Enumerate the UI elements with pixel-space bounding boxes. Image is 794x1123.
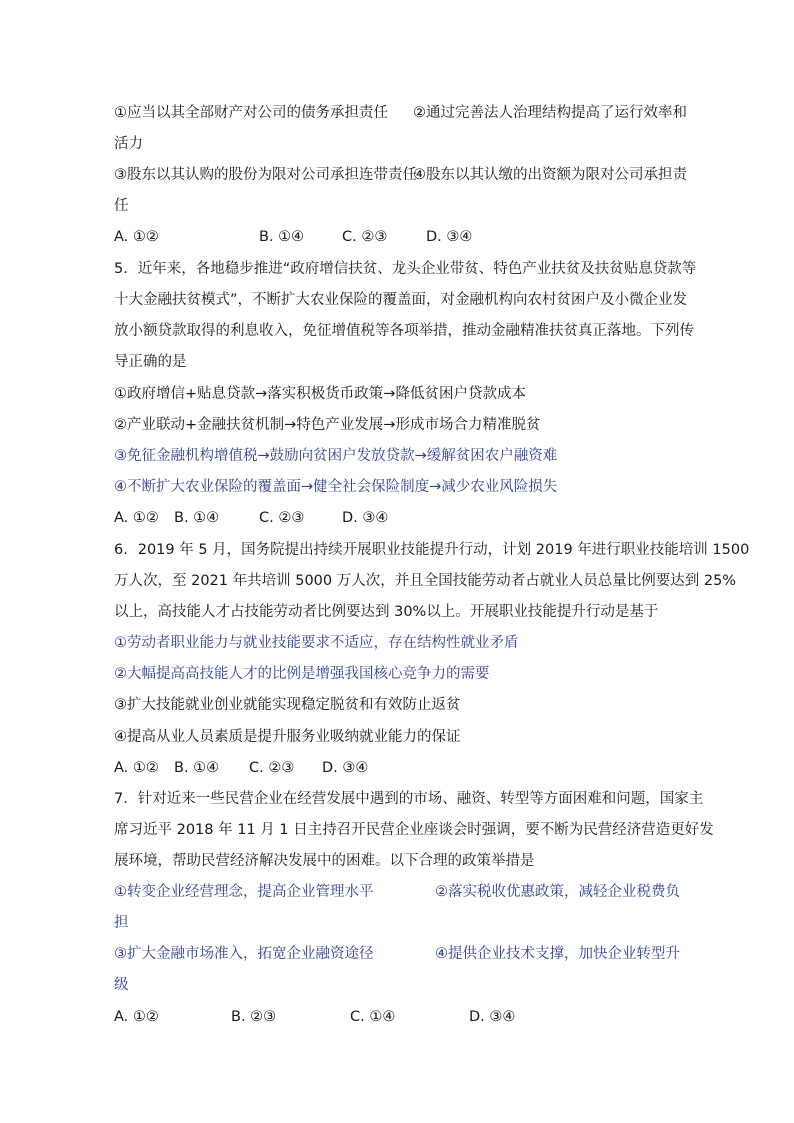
q7-option-4-cont: 级 xyxy=(114,977,129,993)
answer-d: D. ③④ xyxy=(469,1009,516,1025)
q4-option-4-cont: 任 xyxy=(114,198,129,214)
answer-d: D. ③④ xyxy=(322,760,369,776)
q5-option-3: ③免征金融机构增值税→鼓励向贫困户发放贷款→缓解贫困农户融资难 xyxy=(114,448,558,464)
answer-c: C. ②③ xyxy=(249,760,295,776)
q7-stem-line-3: 展环境，帮助民营经济解决发展中的困难。以下合理的政策举措是 xyxy=(114,853,535,869)
q6-stem-line-1: 6．2019 年 5 月，国务院提出持续开展职业技能提升行动，计划 2019 年进行职业技能培训 1500 xyxy=(114,542,750,558)
answer-b: B. ①④ xyxy=(259,229,305,245)
q6-stem-line-3: 以上，高技能人才占技能劳动者比例要达到 30%以上。开展职业技能提升行动是基于 xyxy=(114,604,659,620)
q4-option-1: ①应当以其全部财产对公司的债务承担责任 xyxy=(114,105,388,121)
q5-stem-line-1: 5．近年来，各地稳步推进“政府增信扶贫、龙头企业带贫、特色产业扶贫及扶贫贴息贷款等 xyxy=(114,261,697,277)
q6-option-2: ②大幅提高高技能人才的比例是增强我国核心竞争力的需要 xyxy=(114,666,490,682)
answer-a: A. ①② xyxy=(114,1009,159,1025)
answer-b: B. ②③ xyxy=(231,1009,277,1025)
answer-d: D. ③④ xyxy=(426,229,473,245)
answer-a: A. ①② xyxy=(114,760,159,776)
answer-a: A. ①② xyxy=(114,229,159,245)
q7-option-1: ①转变企业经营理念，提高企业管理水平 xyxy=(114,884,374,900)
q6-stem-line-2: 万人次，至 2021 年共培训 5000 万人次，并且全国技能劳动者占就业人员总量比例要达到 25% xyxy=(114,573,737,589)
q4-option-3: ③股东以其认购的股份为限对公司承担连带责任 xyxy=(114,167,417,183)
q5-option-4: ④不断扩大农业保险的覆盖面→健全社会保险制度→减少农业风险损失 xyxy=(114,479,558,495)
answer-c: C. ②③ xyxy=(342,229,388,245)
q6-option-3: ③扩大技能就业创业就能实现稳定脱贫和有效防止返贫 xyxy=(114,697,461,713)
q4-option-4: ④股东以其认缴的出资额为限对公司承担责 xyxy=(413,167,687,183)
q6-option-4: ④提高从业人员素质是提升服务业吸纳就业能力的保证 xyxy=(114,729,461,745)
q6-option-1: ①劳动者职业能力与就业技能要求不适应，存在结构性就业矛盾 xyxy=(114,635,519,651)
q7-stem-line-1: 7．针对近来一些民营企业在经营发展中遇到的市场、融资、转型等方面困难和问题，国家主 xyxy=(114,791,704,807)
q7-option-2: ②落实税收优惠政策，减轻企业税费负 xyxy=(435,884,680,900)
q7-option-4: ④提供企业技术支撑，加快企业转型升 xyxy=(435,946,680,962)
answer-a: A. ①② xyxy=(114,510,159,526)
answer-b: B. ①④ xyxy=(174,510,220,526)
answer-b: B. ①④ xyxy=(174,760,220,776)
q7-option-3: ③扩大金融市场准入，拓宽企业融资途径 xyxy=(114,946,374,962)
q7-stem-line-2: 席习近平 2018 年 11 月 1 日主持召开民营企业座谈会时强调，要不断为民营经济营造更好发 xyxy=(114,822,714,838)
q5-stem-line-4: 导正确的是 xyxy=(114,354,187,370)
answer-c: C. ①④ xyxy=(350,1009,396,1025)
q5-stem-line-3: 放小额贷款取得的利息收入，免征增值税等各项举措，推动金融精准扶贫真正落地。下列传 xyxy=(114,323,694,339)
q7-option-2-cont: 担 xyxy=(114,915,129,931)
answer-d: D. ③④ xyxy=(342,510,389,526)
q5-option-2: ②产业联动+金融扶贫机制→特色产业发展→形成市场合力精准脱贫 xyxy=(114,417,541,433)
q5-stem-line-2: 十大金融扶贫模式”，不断扩大农业保险的覆盖面，对金融机构向农村贫困户及小微企业发 xyxy=(114,292,688,308)
answer-c: C. ②③ xyxy=(259,510,305,526)
q4-option-2: ②通过完善法人治理结构提高了运行效率和 xyxy=(413,105,687,121)
q5-option-1: ①政府增信+贴息贷款→落实积极货币政策→降低贫困户贷款成本 xyxy=(114,386,526,402)
q4-option-2-cont: 活力 xyxy=(114,136,143,152)
